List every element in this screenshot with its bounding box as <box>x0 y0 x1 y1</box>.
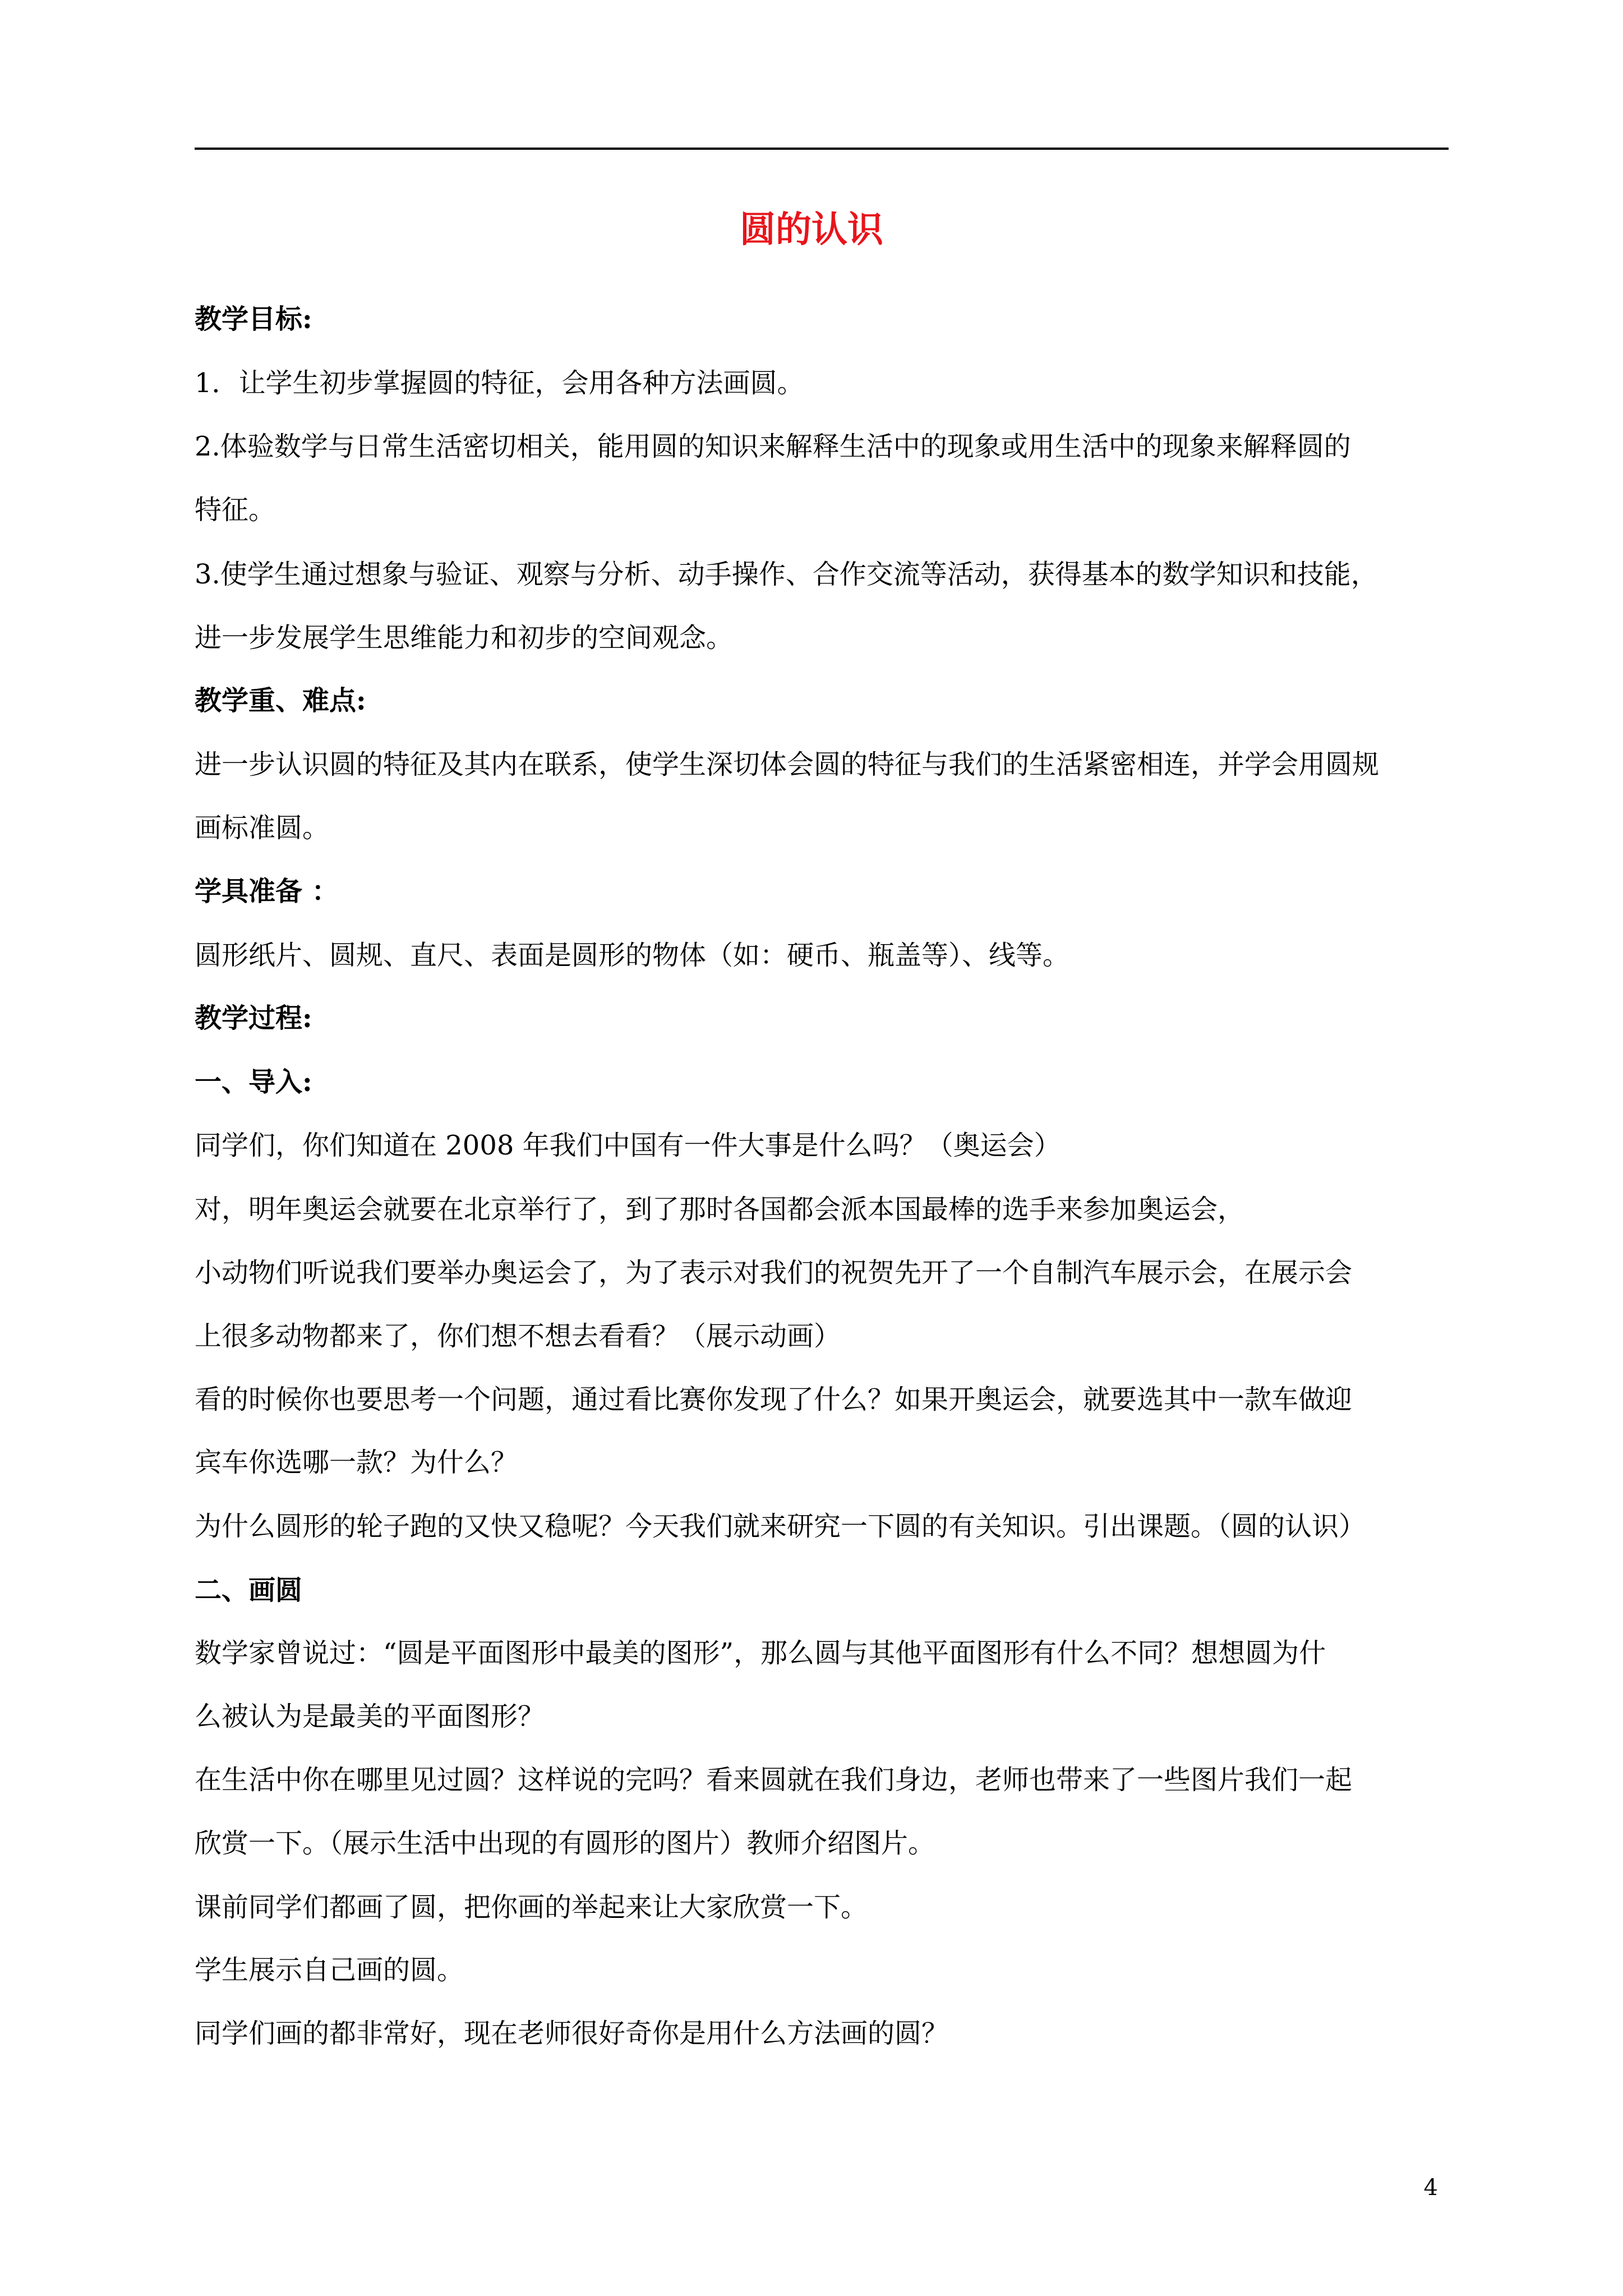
text-line: 教学目标: <box>195 303 312 335</box>
text-line: 画标准圆。 <box>195 812 330 844</box>
text-line: 么被认为是最美的平面图形？ <box>195 1701 545 1732</box>
text-line: 教学重、难点: <box>195 685 366 716</box>
text-line: 上很多动物都来了，你们想不想去看看？（展示动画） <box>195 1320 841 1352</box>
text-line: 二、画圆 <box>195 1575 303 1606</box>
page-number: 4 <box>1423 2175 1438 2201</box>
text-line: 对，明年奥运会就要在北京举行了，到了那时各国都会派本国最棒的选手来参加奥运会， <box>195 1194 1245 1225</box>
text-line: 在生活中你在哪里见过圆？这样说的完吗？看来圆就在我们身边，老师也带来了一些图片我们一起 <box>195 1764 1353 1796</box>
text-line: 3.使学生通过想象与验证、观察与分析、动手操作、合作交流等活动，获得基本的数学知识和技能， <box>195 559 1378 590</box>
text-line: 欣赏一下。（展示生活中出现的有圆形的图片）教师介绍图片。 <box>195 1828 935 1859</box>
text-line: 看的时候你也要思考一个问题，通过看比赛你发现了什么？如果开奥运会，就要选其中一款车做迎 <box>195 1384 1353 1415</box>
text-line: 数学家曾说过：“圆是平面图形中最美的图形”，那么圆与其他平面图形有什么不同？想想圆为什 <box>195 1637 1326 1669</box>
text-line: 学生展示自己画的圆。 <box>195 1954 464 1986</box>
text-line: 教学过程: <box>195 1002 312 1034</box>
text-line: 宾车你选哪一款？为什么？ <box>195 1447 518 1478</box>
header-rule <box>195 148 1449 150</box>
text-line: 特征。 <box>195 494 276 526</box>
text-line: 圆形纸片、圆规、直尺、表面是圆形的物体（如：硬币、瓶盖等）、线等。 <box>195 940 1070 971</box>
text-line: 一、导入: <box>195 1066 312 1098</box>
text-line: 同学们，你们知道在 2008 年我们中国有一件大事是什么吗？（奥运会） <box>195 1130 1061 1161</box>
text-line: 进一步发展学生思维能力和初步的空间观念。 <box>195 622 734 654</box>
text-line: 1．让学生初步掌握圆的特征，会用各种方法画圆。 <box>195 367 804 399</box>
text-line: 2.体验数学与日常生活密切相关，能用圆的知识来解释生活中的现象或用生活中的现象来解释圆的 <box>195 431 1351 462</box>
document-title: 圆的认识 <box>740 209 883 251</box>
text-line: 为什么圆形的轮子跑的又快又稳呢？今天我们就来研究一下圆的有关知识。引出课题。（圆的认识） <box>195 1511 1366 1542</box>
text-line: 学具准备 ： <box>195 876 339 907</box>
text-line: 小动物们听说我们要举办奥运会了，为了表示对我们的祝贺先开了一个自制汽车展示会，在展示会 <box>195 1257 1353 1289</box>
text-line: 进一步认识圆的特征及其内在联系，使学生深切体会圆的特征与我们的生活紧密相连，并学会用圆规 <box>195 749 1380 780</box>
text-line: 同学们画的都非常好，现在老师很好奇你是用什么方法画的圆？ <box>195 2018 949 2049</box>
text-line: 课前同学们都画了圆，把你画的举起来让大家欣赏一下。 <box>195 1892 868 1923</box>
